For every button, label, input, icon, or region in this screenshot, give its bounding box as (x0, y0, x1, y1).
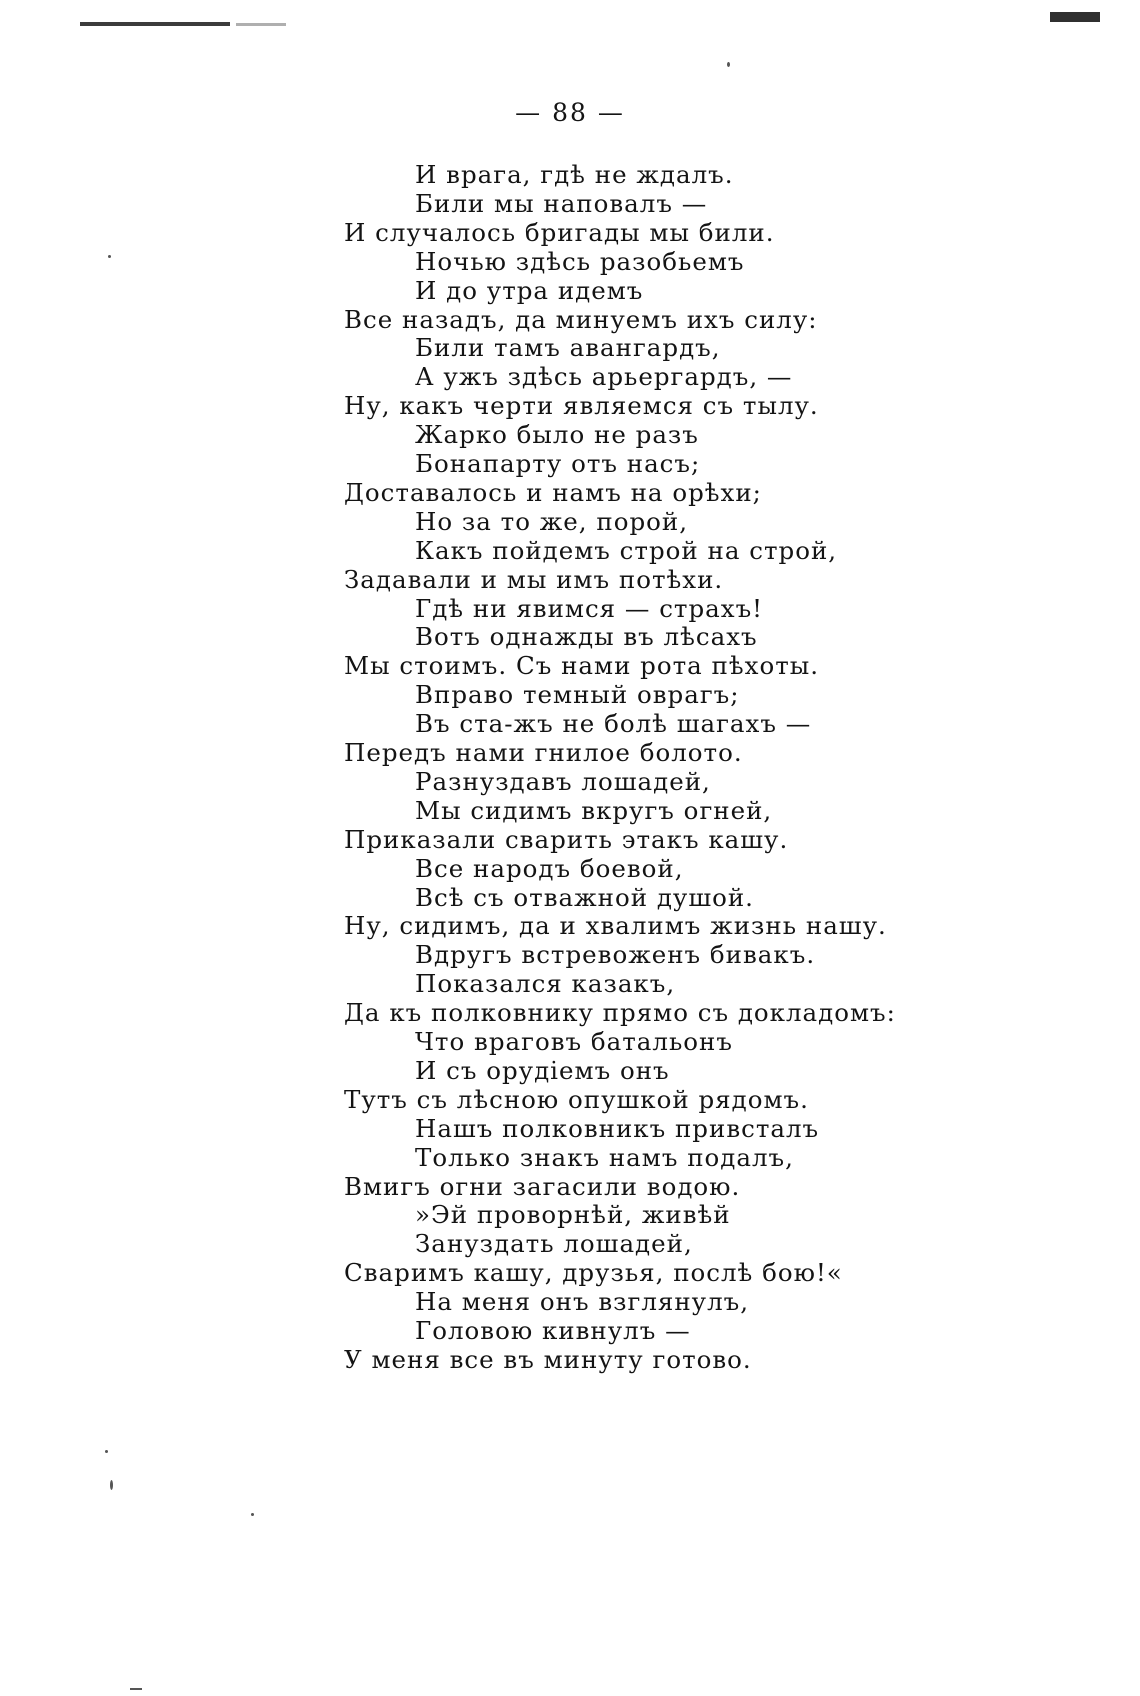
poem-line: Мы стоимъ. Съ нами рота пѣхоты. (344, 651, 820, 681)
poem-line: Все народъ боевой, (415, 853, 684, 883)
poem-line: Нашъ полковникъ привсталъ (415, 1113, 820, 1143)
scan-speck (110, 1480, 113, 1490)
poem-line: Все назадъ, да минуемъ ихъ силу: (344, 304, 818, 334)
poem-line: Въ ста-жъ не болѣ шагахъ — (415, 709, 812, 739)
poem-line: И съ орудіемъ онъ (415, 1055, 670, 1085)
scan-speck (727, 62, 730, 67)
poem-line: И случалось бригады мы били. (344, 217, 775, 247)
poem-line: Зануздать лошадей, (415, 1229, 693, 1259)
poem-line: Били тамъ авангардъ, (415, 333, 721, 363)
poem-line: Разнуздавъ лошадей, (415, 766, 711, 796)
poem-line: Да къ полковнику прямо съ докладомъ: (344, 998, 896, 1028)
poem-line: Ну, какъ черти являемся съ тылу. (344, 391, 819, 421)
poem-line: Задавали и мы имъ потѣхи. (344, 564, 724, 594)
scan-speck (105, 1450, 108, 1453)
poem-line: Головою кивнулъ — (415, 1316, 691, 1345)
poem-line: И до утра идемъ (415, 275, 644, 305)
poem-line: Мы сидимъ вкругъ огней, (415, 795, 773, 825)
poem-line: Тутъ съ лѣсною опушкой рядомъ. (344, 1084, 809, 1114)
poem-line: Что враговъ батальонъ (415, 1027, 733, 1056)
poem-line: Какъ пойдемъ строй на строй, (415, 535, 838, 565)
poem-line: Гдѣ ни явимся — страхъ! (415, 593, 764, 623)
scan-speck (251, 1513, 254, 1516)
poem-line: Вдругъ встревоженъ бивакъ. (415, 940, 816, 970)
poem-line: Ну, сидимъ, да и хвалимъ жизнь нашу. (344, 911, 887, 941)
poem-line: Сваримъ кашу, друзья, послѣ бою!« (344, 1258, 843, 1288)
poem-line: Только знакъ намъ подалъ, (415, 1142, 794, 1172)
scan-speck (108, 255, 111, 258)
scan-artifact-top-left-faint (236, 23, 286, 26)
poem-line: Но за то же, порой, (415, 506, 688, 536)
poem-line: Жарко было не разъ (415, 420, 699, 450)
poem-line: »Эй проворнѣй, живѣй (415, 1200, 731, 1230)
poem-line: Вотъ однажды въ лѣсахъ (415, 622, 758, 652)
poem-line: Бонапарту отъ насъ; (415, 449, 701, 478)
poem-line: А ужъ здѣсь арьергардъ, — (415, 362, 793, 392)
poem-line: И врага, гдѣ не ждалъ. (415, 160, 734, 189)
poem-line: Приказали сварить этакъ кашу. (344, 824, 789, 854)
poem-line: У меня все въ минуту готово. (344, 1344, 752, 1374)
poem-line: Доставалось и намъ на орѣхи; (344, 477, 762, 507)
poem-line: Били мы наповалъ — (415, 188, 708, 218)
poem-line: Показался казакъ, (415, 969, 676, 999)
scan-artifact-top-left (80, 22, 230, 26)
scan-artifact-top-right (1050, 12, 1100, 22)
poem-line: Вмигъ огни загасили водою. (344, 1171, 741, 1201)
poem-line: Передъ нами гнилое болото. (344, 738, 743, 767)
poem-line: Вправо темный оврагъ; (415, 680, 740, 710)
page-number: — 88 — (515, 98, 625, 127)
poem-line: Всѣ съ отважной душой. (415, 882, 754, 912)
poem-line: Ночью здѣсь разобьемъ (415, 246, 745, 276)
poem-line: На меня онъ взглянулъ, (415, 1287, 750, 1317)
scan-speck (130, 1688, 142, 1690)
